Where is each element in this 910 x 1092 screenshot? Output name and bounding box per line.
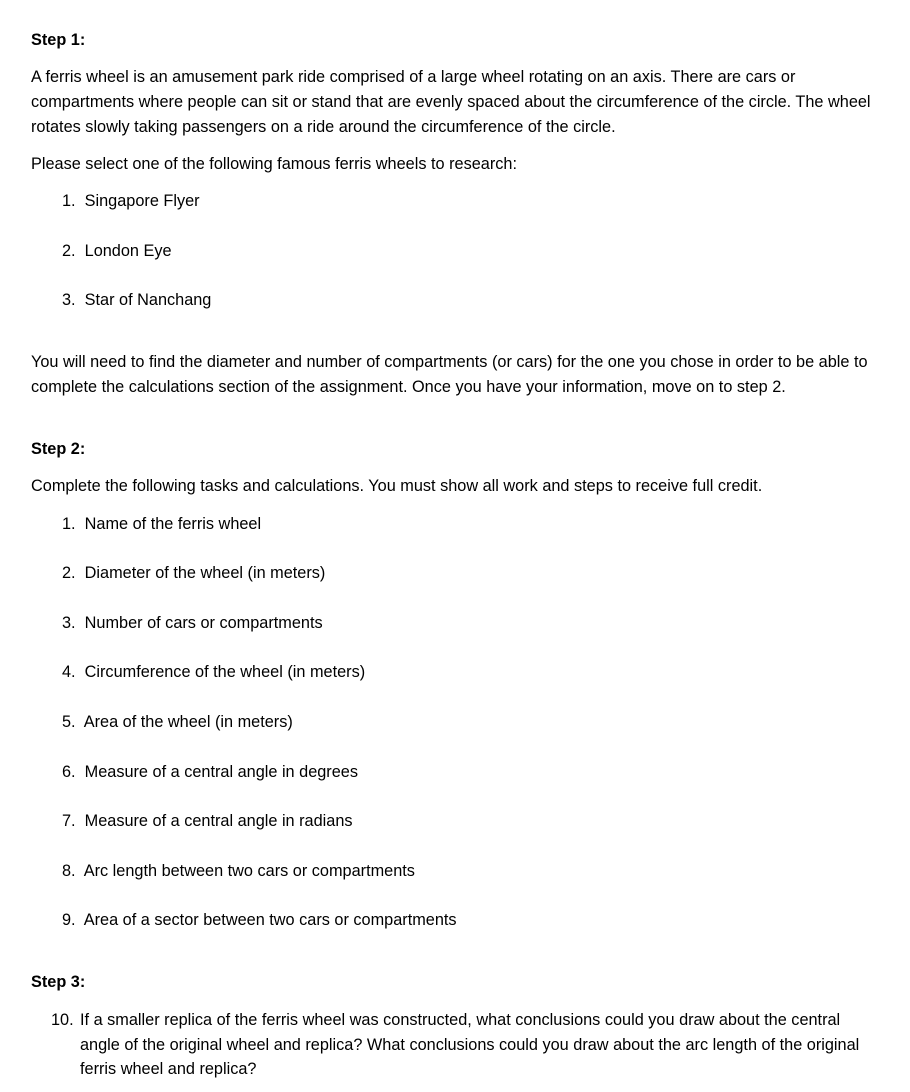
- list-item-text: Name of the ferris wheel: [84, 515, 262, 533]
- list-item-number: 3.: [62, 614, 81, 632]
- list-item-text: Number of cars or compartments: [84, 614, 323, 632]
- list-item-text: Measure of a central angle in degrees: [84, 763, 358, 781]
- list-item: [62, 512, 261, 537]
- step-2-prompt: Complete the following tasks and calculations. You must show all work and steps to receive full credit.: [31, 477, 763, 495]
- list-item: [62, 760, 358, 785]
- list-item-text: Circumference of the wheel (in meters): [84, 663, 366, 681]
- list-item: [62, 611, 323, 636]
- list-item-number: 5.: [62, 713, 81, 731]
- list-item-text: Arc length between two cars or compartments: [83, 862, 415, 880]
- list-item-number: 9.: [62, 911, 81, 929]
- list-item-text: Area of a sector between two cars or compartments: [83, 911, 457, 929]
- step-1-instructions: You will need to find the diameter and number of compartments (or cars) for the one you chose in order to be able to complete the calculations section of the assignment. Once you have your information, move on to step 2.: [31, 353, 868, 396]
- list-item: [51, 1008, 881, 1082]
- list-item-text: Star of Nanchang: [84, 291, 212, 309]
- list-item: [62, 908, 457, 933]
- list-item: [62, 189, 200, 214]
- list-item: [62, 288, 211, 313]
- list-item-number: 7.: [62, 812, 81, 830]
- list-item-text: Measure of a central angle in radians: [84, 812, 353, 830]
- step-1-heading: Step 1:: [31, 31, 86, 49]
- list-item-number: 1.: [62, 192, 81, 210]
- list-item-number: 4.: [62, 663, 81, 681]
- step-1-intro-paragraph: A ferris wheel is an amusement park ride comprised of a large wheel rotating on an axis. There are cars or compartments where people can sit or stand that are evenly spaced about the circumference of the circle. The wheel rotates slowly taking passengers on a ride around the circumference of the circle.: [31, 68, 871, 136]
- list-item-number: 3.: [62, 291, 81, 309]
- list-item: [62, 239, 172, 264]
- step-3-heading: Step 3:: [31, 973, 86, 991]
- list-item-text: London Eye: [84, 242, 172, 260]
- step-1-prompt: Please select one of the following famous ferris wheels to research:: [31, 155, 517, 173]
- list-item-number: 6.: [62, 763, 81, 781]
- list-item-text: If a smaller replica of the ferris wheel was constructed, what conclusions could you draw about the central angle of the original wheel and replica? What conclusions could you draw about the arc length of the original ferris wheel and replica?: [80, 1011, 860, 1078]
- list-item: [62, 660, 365, 685]
- list-item-text: Area of the wheel (in meters): [83, 713, 293, 731]
- list-item: [62, 809, 353, 834]
- list-item-number: 10.: [51, 1011, 74, 1029]
- step-2-heading: Step 2:: [31, 440, 86, 458]
- list-item-number: 1.: [62, 515, 81, 533]
- list-item-text: Diameter of the wheel (in meters): [84, 564, 326, 582]
- list-item: [62, 859, 415, 884]
- list-item-text: Singapore Flyer: [84, 192, 200, 210]
- list-item-number: 2.: [62, 564, 81, 582]
- list-item-number: 2.: [62, 242, 81, 260]
- list-item: [62, 710, 293, 735]
- list-item-number: 8.: [62, 862, 81, 880]
- list-item: [62, 561, 325, 586]
